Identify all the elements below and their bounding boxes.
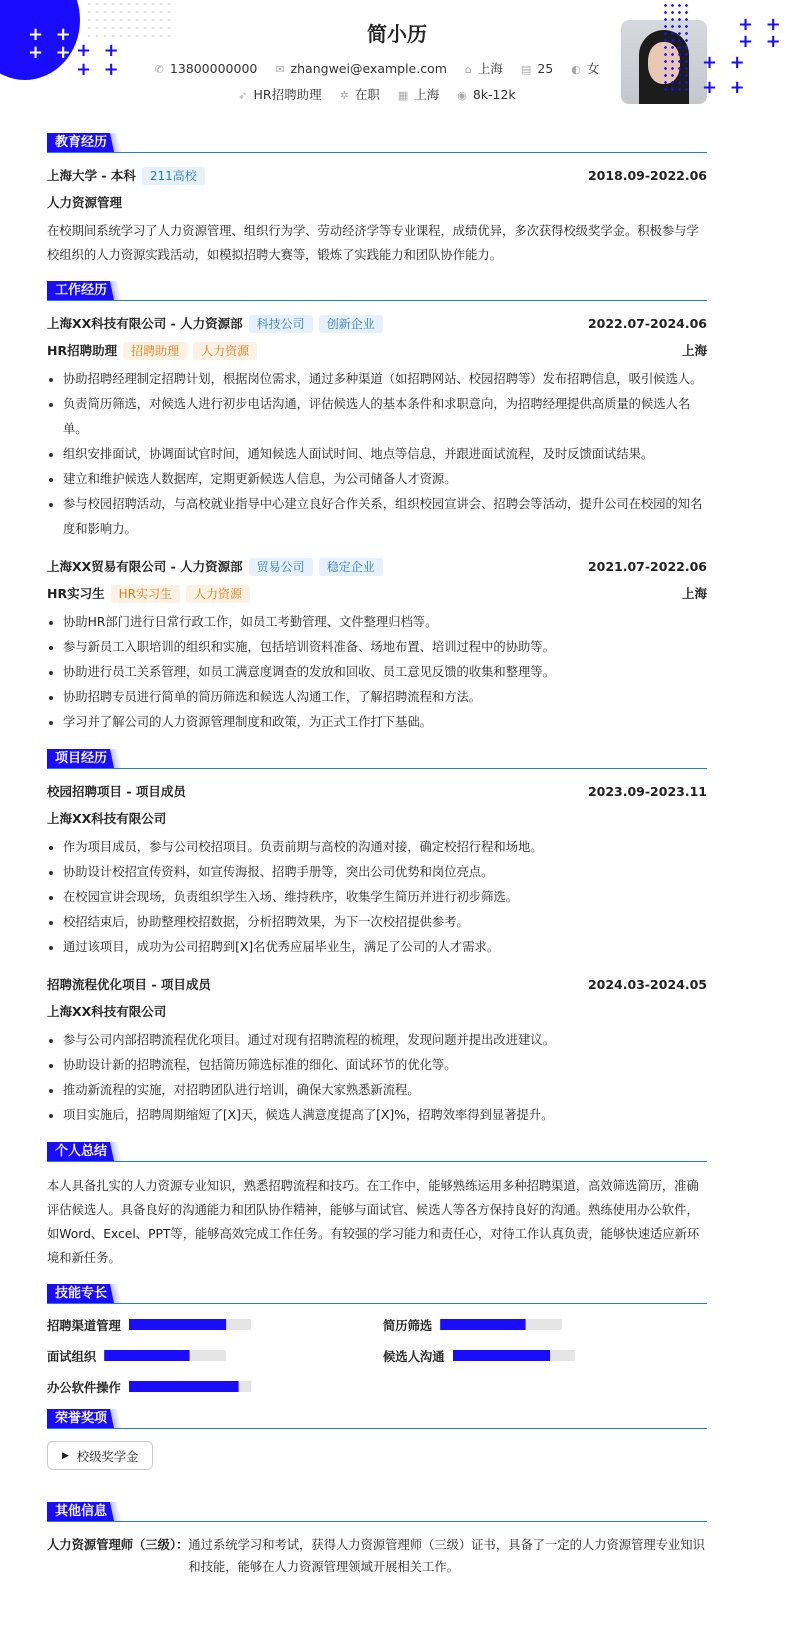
date-range: 2024.03-2024.05 — [587, 976, 707, 992]
skill-item — [47, 1378, 383, 1395]
project-name: 招聘流程优化项目 - 项目成员 — [47, 977, 211, 992]
date-range: 2021.07-2022.06 — [587, 558, 707, 574]
skill-bar-fill — [104, 1350, 189, 1361]
entry-header — [47, 583, 707, 603]
other-item — [47, 1534, 707, 1578]
skill-name: 办公软件操作 — [47, 1380, 121, 1395]
projects-section — [47, 749, 707, 1128]
bullet-list — [47, 835, 707, 960]
email: zhangwei@example.com — [290, 61, 447, 76]
skill-item — [383, 1316, 707, 1333]
section-title: 其他信息 — [47, 1502, 115, 1521]
gender: 女 — [586, 61, 600, 76]
bullet-item: 通过该项目，成功为公司招聘到[X]名优秀应届毕业生，满足了公司的人才需求。 — [47, 935, 707, 960]
skill-bar-fill — [440, 1319, 525, 1330]
project-company: 上海XX科技有限公司 — [47, 1004, 167, 1019]
skill-bar — [453, 1350, 575, 1361]
tag-badge: 人力资源 — [186, 585, 250, 603]
bullet-item: 协助设计校招宣传资料，如宣传海报、招聘手册等，突出公司优势和岗位亮点。 — [47, 860, 707, 885]
bullet-item: 校招结束后，协助整理校招数据，分析招聘效果，为下一次校招提供参考。 — [47, 910, 707, 935]
skills-grid — [47, 1316, 707, 1395]
salary: 8k-12k — [472, 87, 516, 102]
decor-plus-icon: + + — [702, 52, 745, 73]
tag-badge: 科技公司 — [249, 315, 313, 333]
project-name: 校园招聘项目 - 项目成员 — [47, 784, 186, 799]
decor-plus-icon: + + — [28, 42, 71, 63]
bullet-item: 参与新员工入职培训的组织和实施，包括培训资料准备、场地布置、培训过程中的协助等。 — [47, 635, 707, 660]
money-icon: ◉ — [457, 89, 467, 102]
entry-header — [47, 974, 707, 994]
role-name: HR实习生 — [47, 585, 105, 601]
resume-body — [47, 133, 707, 1590]
projects-header — [47, 749, 707, 769]
tag-badge: 211高校 — [142, 167, 205, 185]
home-icon: ⌂ — [464, 63, 472, 76]
tag-badge: 稳定企业 — [319, 558, 383, 576]
contact-info-row — [100, 59, 654, 77]
education-header — [47, 133, 707, 153]
awards-header — [47, 1409, 707, 1429]
bullet-item: 协助HR部门进行日常行政工作，如员工考勤管理、文件整理归档等。 — [47, 610, 707, 635]
tag-badge: 人力资源 — [193, 342, 257, 360]
company-line — [47, 314, 383, 333]
entry-header — [47, 556, 707, 576]
skill-name: 候选人沟通 — [383, 1349, 445, 1364]
skill-name: 简历筛选 — [383, 1318, 433, 1333]
project-company: 上海XX科技有限公司 — [47, 811, 167, 826]
tag-badge: HR实习生 — [111, 585, 180, 603]
date-range: 2023.09-2023.11 — [587, 783, 707, 799]
skill-bar-fill — [129, 1319, 227, 1330]
section-title: 荣誉奖项 — [47, 1409, 115, 1428]
summary-text: 本人具备扎实的人力资源专业知识，熟悉招聘流程和技巧。在工作中，能够熟练运用多种招聘渠道，高效筛选简历，准确评估候选人。具备良好的沟通能力和团队协作精神，能够与面试官、候选人等各方保持良好的沟通。熟练使用办公软件，如Word、Excel、PPT等，能够高效完成工作任务。有较强的学习能力和责任心，对待工作认真负责，能够快速适应新环境和新任务。 — [47, 1179, 700, 1265]
other-header — [47, 1502, 707, 1522]
company-name: 上海XX贸易有限公司 - 人力资源部 — [47, 558, 243, 574]
entry-header — [47, 313, 707, 333]
send-icon: ➶ — [238, 89, 248, 102]
position: HR招聘助理 — [253, 87, 322, 102]
entry-header — [47, 192, 707, 212]
tag-badge: 创新企业 — [319, 315, 383, 333]
decor-plus-icon: + + — [28, 24, 71, 45]
date-range: 2018.09-2022.06 — [587, 167, 707, 183]
date-range: 2022.07-2024.06 — [587, 315, 707, 331]
phone-icon: ✆ — [154, 63, 164, 76]
phone: 13800000000 — [169, 61, 258, 76]
role-line — [47, 341, 257, 360]
location: 上海 — [681, 343, 707, 358]
bullet-item: 协助进行员工关系管理，如员工满意度调查的发放和回收、员工意见反馈的收集和整理等。 — [47, 660, 707, 685]
expand-triangle-icon: ▶ — [62, 1450, 69, 1461]
decor-plus-icon: + + — [738, 31, 781, 52]
decor-dots — [662, 2, 692, 92]
other-key: 人力资源管理师（三级）： — [47, 1538, 189, 1552]
education-description: 在校期间系统学习了人力资源管理、组织行为学、劳动经济学等专业课程，成绩优异，多次获得校级奖学金。积极参与学校组织的人力资源实践活动，如模拟招聘大赛等，锻炼了实践能力和团队协作能力。 — [47, 224, 699, 262]
bullet-item: 参与公司内部招聘流程优化项目。通过对现有招聘流程的梳理，发现问题并提出改进建议。 — [47, 1028, 707, 1053]
school-line — [47, 166, 205, 185]
company-name: 上海XX科技有限公司 - 人力资源部 — [47, 315, 243, 331]
company-line — [47, 557, 383, 576]
skill-name: 招聘渠道管理 — [47, 1318, 121, 1333]
bullet-item: 协助招聘经理制定招聘计划，根据岗位需求，通过多种渠道（如招聘网站、校园招聘等）发布招聘信息，吸引候选人。 — [47, 367, 707, 392]
city: 上海 — [477, 61, 503, 76]
bullet-item: 协助设计新的招聘流程，包括简历筛选标准的细化、面试环节的优化等。 — [47, 1053, 707, 1078]
bullet-item: 项目实施后，招聘周期缩短了[X]天，候选人满意度提高了[X]%，招聘效率得到显著提升。 — [47, 1103, 707, 1128]
decor-plus-icon: + + — [76, 59, 119, 80]
skill-item — [47, 1347, 383, 1364]
role-line — [47, 584, 250, 603]
skill-bar — [104, 1350, 226, 1361]
bullet-item: 学习并了解公司的人力资源管理制度和政策，为正式工作打下基础。 — [47, 710, 707, 735]
work-header — [47, 281, 707, 301]
bullet-list — [47, 367, 707, 542]
bullet-item: 协助招聘专员进行简单的简历筛选和候选人沟通工作，了解招聘流程和方法。 — [47, 685, 707, 710]
summary-section — [47, 1142, 707, 1270]
other-value: 通过系统学习和考试，获得人力资源管理师（三级）证书，具备了一定的人力资源管理专业知识和技能，能够在人力资源管理领域开展相关工作。 — [188, 1538, 705, 1574]
summary-header — [47, 1142, 707, 1162]
section-title: 技能专长 — [47, 1284, 115, 1303]
target-city: 上海 — [414, 87, 440, 102]
building-icon: ▦ — [397, 89, 409, 102]
bullet-list — [47, 1028, 707, 1128]
awards-section — [47, 1409, 707, 1488]
age: 25 — [537, 61, 554, 76]
skill-bar-fill — [129, 1381, 239, 1392]
bullet-item: 建立和维护候选人数据库，定期更新候选人信息，为公司储备人才资源。 — [47, 467, 707, 492]
skills-section — [47, 1284, 707, 1395]
skill-bar-fill — [453, 1350, 551, 1361]
status-icon: ✲ — [339, 89, 349, 102]
skill-bar — [129, 1381, 251, 1392]
entry-header — [47, 340, 707, 360]
tag-badge: 贸易公司 — [249, 558, 313, 576]
award-item[interactable] — [47, 1441, 153, 1470]
mail-icon: ✉ — [275, 63, 285, 76]
bullet-list — [47, 610, 707, 735]
skill-bar — [440, 1319, 562, 1330]
location: 上海 — [681, 586, 707, 601]
bullet-item: 作为项目成员，参与公司校招项目。负责前期与高校的沟通对接，确定校招行程和场地。 — [47, 835, 707, 860]
section-title: 工作经历 — [47, 281, 115, 300]
skill-item — [383, 1347, 707, 1364]
bullet-item: 参与校园招聘活动，与高校就业指导中心建立良好合作关系，组织校园宣讲会、招聘会等活动，提升公司在校园的知名度和影响力。 — [47, 492, 707, 542]
entry-header — [47, 1001, 707, 1021]
section-title: 项目经历 — [47, 749, 115, 768]
decor-plus-icon: + + — [738, 14, 781, 35]
section-title: 教育经历 — [47, 133, 115, 152]
bullet-item: 组织安排面试，协调面试官时间，通知候选人面试时间、地点等信息，并跟进面试流程，及时反馈面试结果。 — [47, 442, 707, 467]
skill-name: 面试组织 — [47, 1349, 97, 1364]
bullet-item: 在校园宣讲会现场，负责组织学生入场、维持秩序，收集学生简历并进行初步筛选。 — [47, 885, 707, 910]
decor-plus-icon: + + — [76, 40, 119, 61]
role-name: HR招聘助理 — [47, 342, 118, 358]
skill-bar — [129, 1319, 251, 1330]
entry-header — [47, 808, 707, 828]
school-name: 上海大学 - 本科 — [47, 167, 136, 183]
section-title: 个人总结 — [47, 1142, 115, 1161]
status: 在职 — [354, 87, 380, 102]
cake-icon: ▤ — [520, 63, 532, 76]
skills-header — [47, 1284, 707, 1304]
bullet-item: 负责简历筛选，对候选人进行初步电话沟通，评估候选人的基本条件和求职意向，为招聘经理提供高质量的候选人名单。 — [47, 392, 707, 442]
entry-header — [47, 165, 707, 185]
award-name: 校级奖学金 — [76, 1449, 139, 1464]
decor-plus-icon: + + — [702, 77, 745, 98]
skill-item — [47, 1316, 383, 1333]
education-section — [47, 133, 707, 267]
other-section — [47, 1502, 707, 1578]
gender-icon: ◐ — [571, 63, 581, 76]
entry-header — [47, 781, 707, 801]
major: 人力资源管理 — [47, 195, 123, 210]
tag-badge: 招聘助理 — [123, 342, 187, 360]
job-intent-row — [100, 85, 654, 103]
resume-name: 简小历 — [367, 22, 427, 46]
work-section — [47, 281, 707, 735]
bullet-item: 推动新流程的实施，对招聘团队进行培训，确保大家熟悉新流程。 — [47, 1078, 707, 1103]
